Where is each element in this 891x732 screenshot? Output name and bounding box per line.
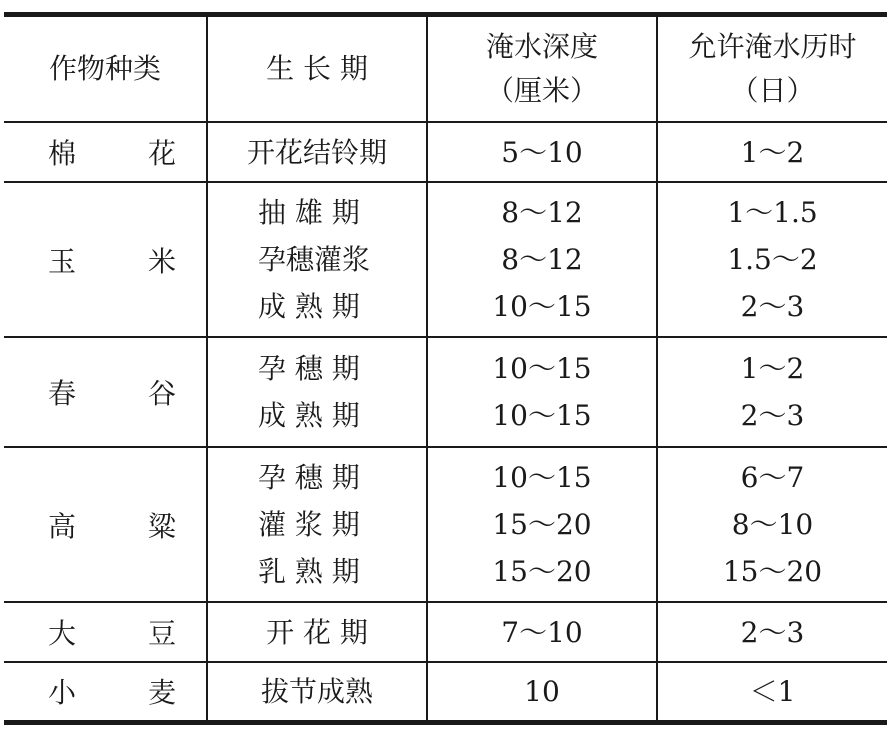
depth-value: 10～15 <box>492 352 592 385</box>
stage-list <box>208 345 426 439</box>
depth-list <box>428 189 656 330</box>
crop-char: 麦 <box>147 676 176 710</box>
duration-value: 8～10 <box>731 508 814 541</box>
stage-list <box>208 129 426 176</box>
crop-char: 棉 <box>48 137 77 170</box>
depth-value: 8～12 <box>501 243 583 276</box>
duration-list <box>658 189 887 330</box>
duration-cell <box>657 447 887 602</box>
depth-value: 5～10 <box>501 135 583 169</box>
duration-cell <box>657 662 887 722</box>
header-row <box>4 15 887 123</box>
depth-cell <box>427 447 657 602</box>
duration-value: 2～3 <box>740 399 805 432</box>
crop-cell <box>4 182 207 337</box>
table-row <box>4 337 887 447</box>
stage-cell <box>207 122 427 182</box>
duration-value: 1～2 <box>740 352 805 385</box>
crop-char: 花 <box>147 137 176 170</box>
header-crop <box>4 15 207 123</box>
header-crop-label: 作物种类 <box>48 52 161 85</box>
crop-char: 玉 <box>48 244 77 278</box>
stage-value: 孕穗灌浆 <box>258 243 371 276</box>
crop-cell <box>4 122 207 182</box>
depth-cell <box>427 182 657 337</box>
table-row <box>4 447 887 602</box>
depth-cell <box>427 662 657 722</box>
header-stage-label: 生 长 期 <box>266 52 368 85</box>
crop-name <box>4 132 206 172</box>
depth-value: 10 <box>524 674 560 708</box>
depth-value: 10～15 <box>492 461 592 494</box>
stage-cell <box>207 602 427 662</box>
stage-value: 开 花 期 <box>266 615 368 649</box>
stage-cell <box>207 447 427 602</box>
depth-list <box>428 609 656 656</box>
crop-name <box>4 671 206 711</box>
table-row <box>4 182 887 337</box>
crop-char: 谷 <box>147 377 176 410</box>
stage-cell <box>207 337 427 447</box>
depth-value: 15～20 <box>492 508 592 541</box>
duration-cell <box>657 122 887 182</box>
header-depth-line2: （厘米） <box>485 74 598 107</box>
duration-list <box>658 129 887 176</box>
depth-cell <box>427 602 657 662</box>
crop-char: 春 <box>48 377 77 410</box>
depth-list <box>428 345 656 439</box>
crop-cell <box>4 662 207 722</box>
crop-char: 大 <box>48 617 77 650</box>
header-duration <box>657 15 887 123</box>
crop-cell <box>4 337 207 447</box>
depth-value: 8～12 <box>501 196 583 229</box>
stage-value: 成 熟 期 <box>258 399 360 432</box>
depth-value: 15～20 <box>492 555 592 588</box>
stage-cell <box>207 182 427 337</box>
duration-value: 6～7 <box>740 461 805 494</box>
header-depth <box>427 15 657 123</box>
stage-value: 拔节成熟 <box>260 674 373 708</box>
crop-name <box>4 372 206 412</box>
duration-value: 15～20 <box>722 555 823 588</box>
depth-list <box>428 454 656 595</box>
stage-value: 开花结铃期 <box>246 135 387 169</box>
duration-list <box>658 668 887 715</box>
duration-cell <box>657 337 887 447</box>
depth-cell <box>427 337 657 447</box>
duration-list <box>658 454 887 595</box>
duration-value: 1～2 <box>740 135 805 169</box>
stage-list <box>208 189 426 330</box>
duration-value: 2～3 <box>740 615 805 649</box>
table-body <box>4 122 887 722</box>
depth-list <box>428 129 656 176</box>
stage-value: 孕 穗 期 <box>258 461 360 494</box>
crop-char: 米 <box>147 244 176 278</box>
header-duration-line1: 允许淹水历时 <box>688 30 857 63</box>
duration-value: ＜1 <box>749 674 796 708</box>
depth-value: 10～15 <box>492 399 592 432</box>
table-row <box>4 122 887 182</box>
duration-value: 1.5～2 <box>727 243 818 276</box>
stage-value: 乳 熟 期 <box>258 555 360 588</box>
stage-value: 灌 浆 期 <box>258 508 360 541</box>
header-duration-line2: （日） <box>730 74 815 107</box>
waterlogging-tolerance-table <box>4 12 887 725</box>
depth-list <box>428 668 656 715</box>
duration-cell <box>657 182 887 337</box>
stage-list <box>208 454 426 595</box>
duration-value: 1～1.5 <box>727 196 818 229</box>
crop-cell <box>4 447 207 602</box>
depth-cell <box>427 122 657 182</box>
crop-name <box>4 240 206 280</box>
duration-value: 2～3 <box>740 290 805 323</box>
stage-value: 成 熟 期 <box>258 290 360 323</box>
crop-char: 豆 <box>147 617 176 650</box>
depth-value: 10～15 <box>492 290 592 323</box>
stage-cell <box>207 662 427 722</box>
crop-name <box>4 505 206 545</box>
crop-char: 小 <box>48 676 77 710</box>
crop-char: 高 <box>48 509 77 543</box>
duration-list <box>658 345 887 439</box>
table-row <box>4 662 887 722</box>
stage-list <box>208 668 426 715</box>
header-depth-line1: 淹水深度 <box>485 30 598 63</box>
stage-value: 抽 雄 期 <box>258 196 360 229</box>
duration-list <box>658 609 887 656</box>
duration-cell <box>657 602 887 662</box>
stage-value: 孕 穗 期 <box>258 352 360 385</box>
crop-char: 粱 <box>147 509 176 543</box>
crop-cell <box>4 602 207 662</box>
table-row <box>4 602 887 662</box>
stage-list <box>208 609 426 656</box>
crop-name <box>4 612 206 652</box>
depth-value: 7～10 <box>501 615 583 649</box>
header-stage <box>207 15 427 123</box>
